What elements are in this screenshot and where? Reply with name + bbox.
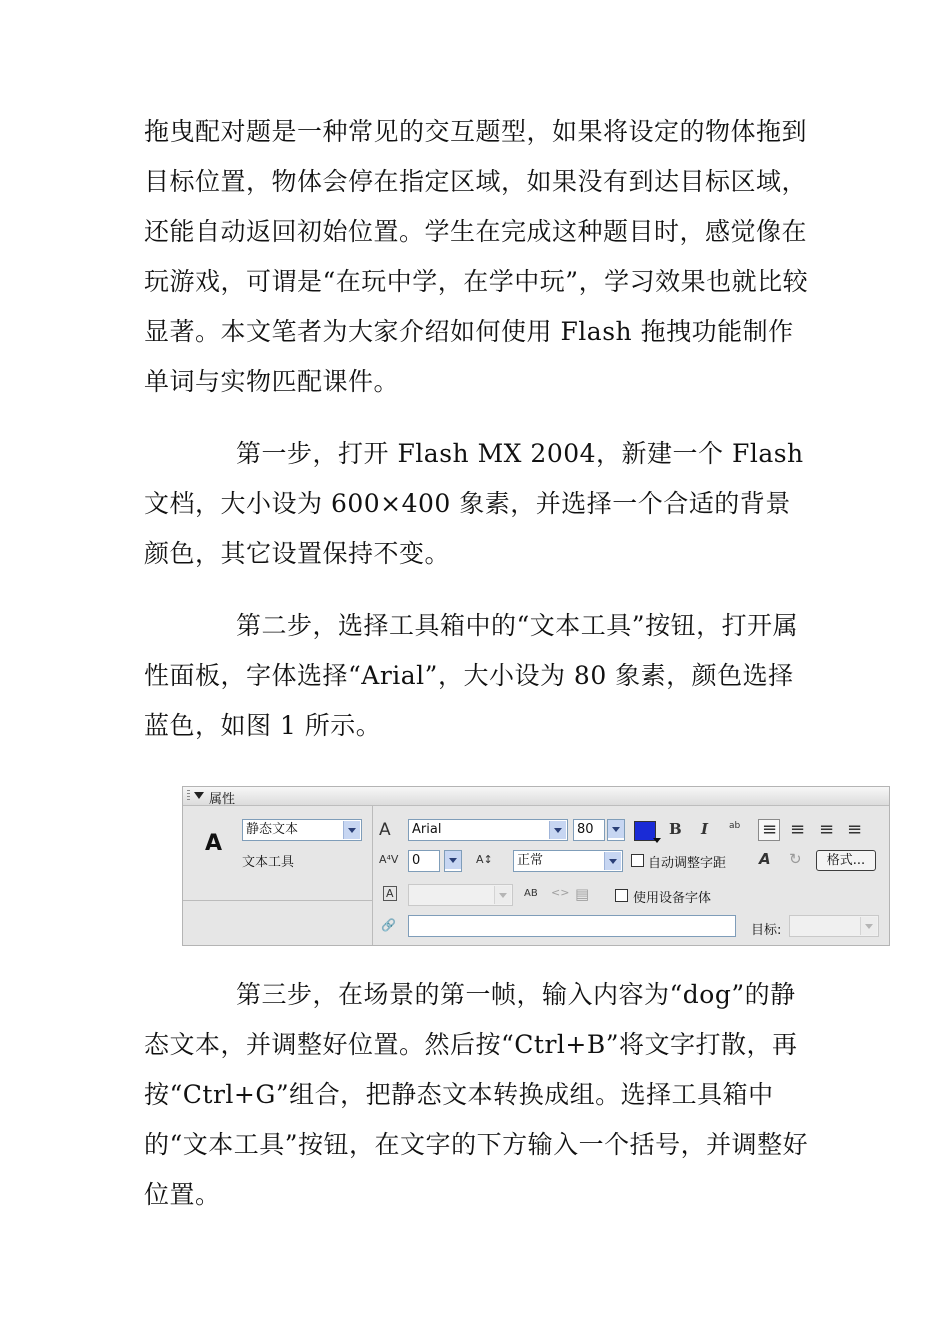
step2-paragraph: 第二步，选择工具箱中的“文本工具”按钮，打开属性面板，字体选择“Arial”，大小设为 80 象素，颜色选择蓝色，如图 1 所示。	[144, 611, 799, 740]
text-type-value: 静态文本	[246, 822, 299, 837]
border-icon[interactable]: ▤	[575, 885, 590, 903]
chevron-down-icon[interactable]	[494, 886, 511, 904]
format-button[interactable]: 格式...	[816, 850, 876, 871]
device-fonts-checkbox[interactable]	[615, 889, 628, 902]
letter-spacing-value: 0	[412, 853, 421, 868]
target-label: 目标:	[751, 923, 782, 938]
properties-panel	[182, 786, 890, 946]
justify-icon[interactable]: ≡	[847, 819, 863, 840]
letter-spacing-stepper[interactable]	[444, 850, 462, 872]
divider	[183, 900, 372, 901]
font-size-value: 80	[577, 822, 594, 837]
font-size-field[interactable]	[573, 819, 605, 841]
device-fonts-label: 使用设备字体	[633, 891, 712, 906]
align-left-icon[interactable]: ≡	[762, 819, 778, 840]
auto-kern-checkbox[interactable]	[631, 854, 644, 867]
chevron-down-icon[interactable]	[607, 820, 624, 838]
panel-title-bar[interactable]	[183, 787, 889, 806]
html-render-icon[interactable]: <>	[551, 886, 570, 899]
font-select[interactable]	[408, 819, 568, 841]
bold-button[interactable]: B	[669, 820, 682, 838]
target-select[interactable]	[789, 915, 879, 937]
alias-text-icon[interactable]: A	[759, 850, 771, 868]
intro-paragraph: 拖曳配对题是一种常见的交互题型，如果将设定的物体拖到目标位置，物体会停在指定区域，如果没有到达目标区域，还能自动返回初始位置。学生在完成这种题目时，感觉像在玩游戏，可谓是“在玩中学，在学中玩”，学习效果也就比较显著。本文笔者为大家介绍如何使用 Flash 拖拽功能制作单词与实物匹配课件。	[144, 117, 809, 396]
font-icon: A	[379, 820, 391, 840]
text-orientation-icon[interactable]: ab	[729, 821, 741, 831]
auto-kern-label: 自动调整字距	[648, 856, 727, 871]
baseline-value: 正常	[517, 853, 544, 868]
panel-title: 属性	[209, 792, 236, 807]
text-color-swatch[interactable]	[634, 821, 656, 841]
grip-icon[interactable]	[187, 790, 190, 802]
letter-spacing-field[interactable]	[408, 850, 440, 872]
font-size-stepper[interactable]	[607, 819, 625, 841]
text-type-select[interactable]	[242, 819, 362, 841]
rotate-icon[interactable]: ↻	[789, 850, 802, 868]
align-center-icon[interactable]: ≡	[790, 819, 806, 840]
baseline-icon: A↕	[476, 853, 493, 866]
tool-name-label: 文本工具	[242, 855, 295, 870]
text-tool-icon: A	[205, 831, 223, 856]
tool-column	[183, 806, 373, 945]
italic-button[interactable]: I	[701, 820, 709, 838]
baseline-select[interactable]	[513, 850, 623, 872]
align-right-icon[interactable]: ≡	[819, 819, 835, 840]
chevron-down-icon[interactable]	[444, 851, 461, 869]
url-input[interactable]	[408, 915, 736, 937]
chevron-down-icon[interactable]	[343, 821, 360, 839]
chevron-down-icon[interactable]	[604, 852, 621, 870]
font-value: Arial	[412, 822, 442, 837]
step1-paragraph: 第一步，打开 Flash MX 2004，新建一个 Flash 文档，大小设为 600×400 象素，并选择一个合适的背景颜色，其它设置保持不变。	[144, 439, 804, 568]
collapse-triangle-icon[interactable]	[194, 792, 204, 799]
chevron-down-icon[interactable]	[549, 821, 566, 839]
url-link-icon: 🔗	[381, 918, 396, 932]
chevron-down-icon[interactable]	[860, 917, 877, 935]
step3-paragraph: 第三步，在场景的第一帧，输入内容为“dog”的静态文本，并调整好位置。然后按“Ctrl+B”将文字打散，再按“Ctrl+G”组合，把静态文本转换成组。选择工具箱中的“文本工具”按钮，在文字的下方输入一个括号，并调整好位置。	[144, 980, 809, 1209]
line-type-select[interactable]	[408, 884, 513, 906]
selectable-icon: A	[383, 886, 397, 901]
selectable-text-icon[interactable]: AB	[524, 888, 538, 899]
letter-spacing-icon: A⁴V	[379, 853, 399, 866]
